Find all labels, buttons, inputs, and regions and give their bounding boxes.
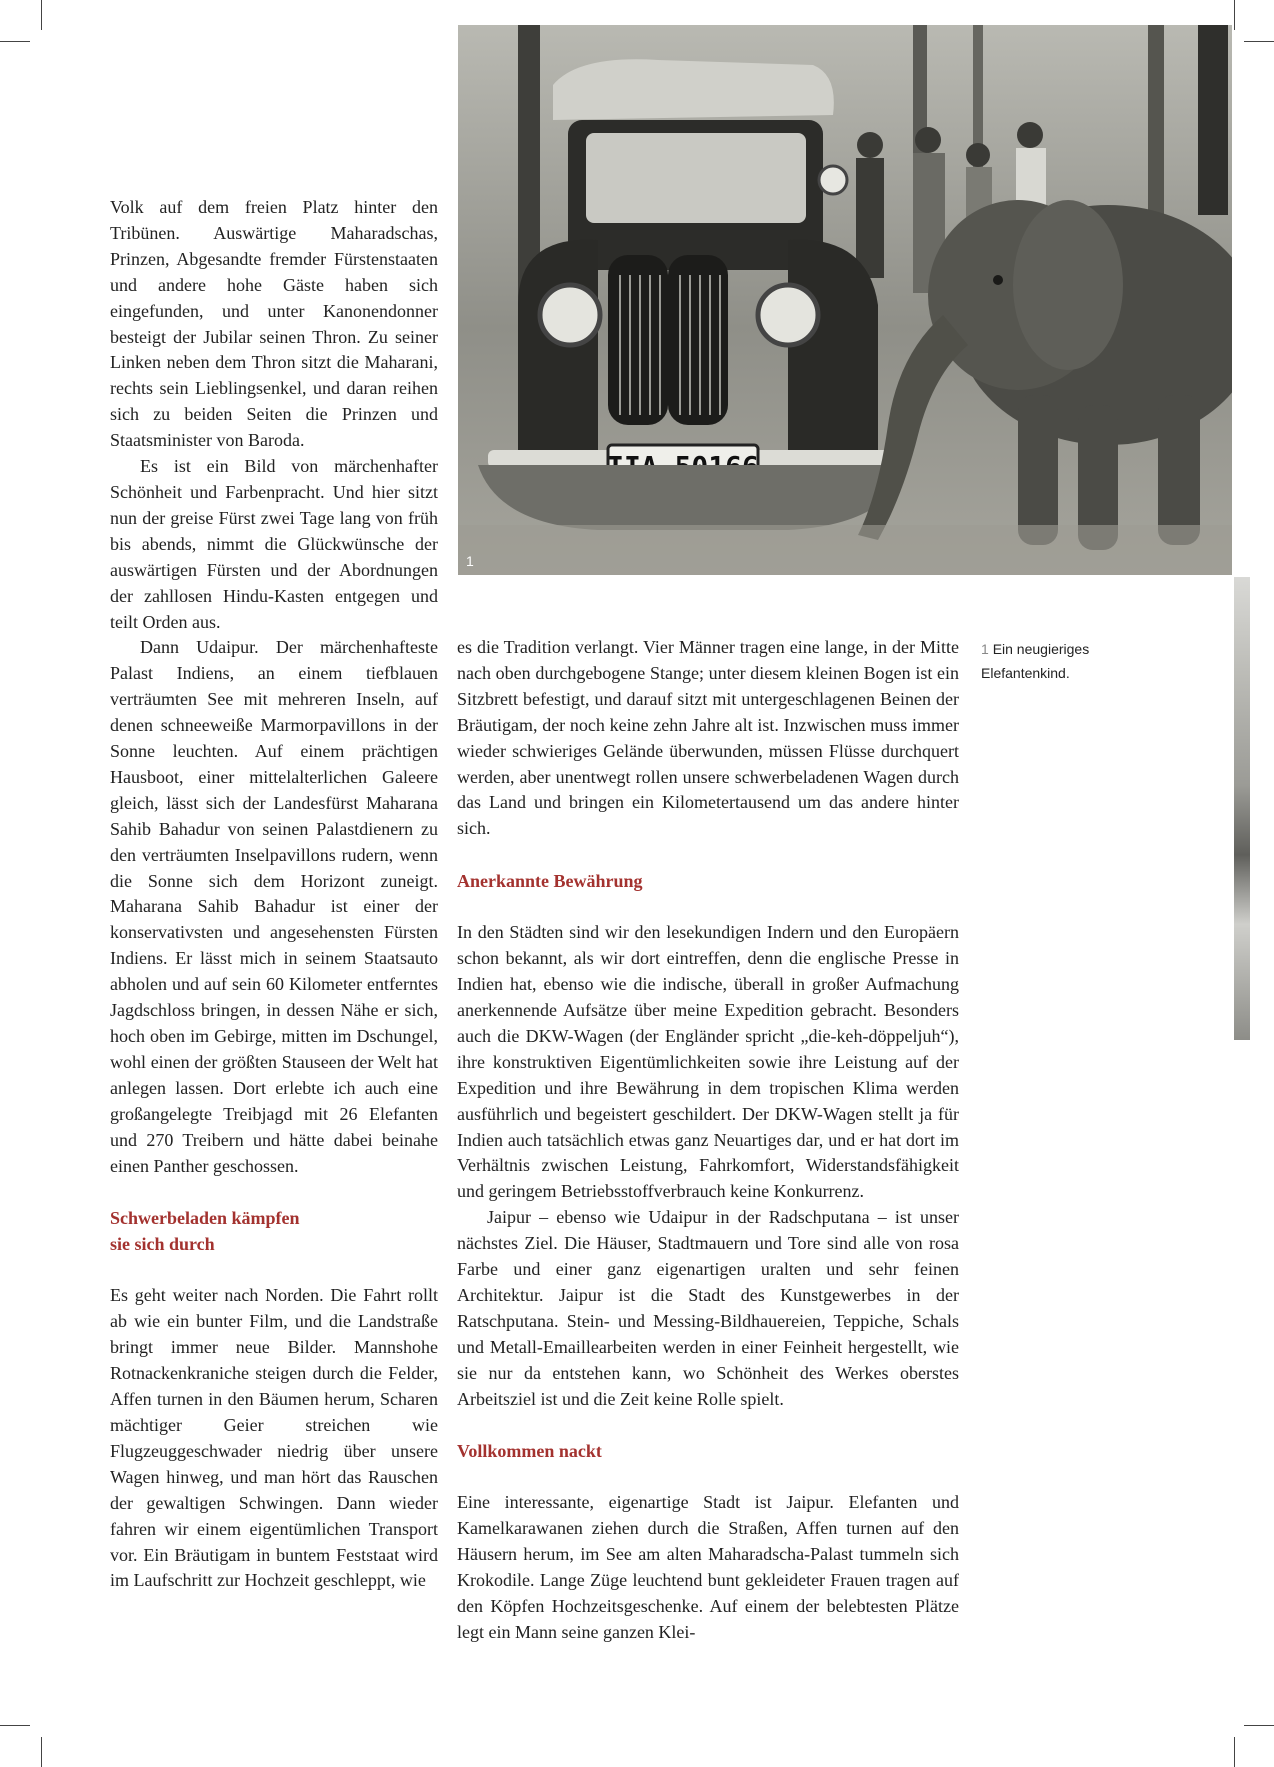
section-heading: Anerkannte Bewährung bbox=[457, 871, 643, 892]
tree-trunk bbox=[1198, 25, 1228, 215]
adjacent-photo-edge bbox=[1234, 577, 1250, 1040]
photo-illustration bbox=[458, 25, 1232, 575]
photo-caption bbox=[981, 637, 1121, 685]
caption-text: Ein neugieriges Elefantenkind. bbox=[981, 641, 1090, 681]
crop-mark bbox=[1234, 0, 1235, 30]
photo-number: 1 bbox=[466, 553, 474, 569]
crop-mark bbox=[0, 1725, 30, 1726]
section-heading: Vollkommen nackt bbox=[457, 1441, 602, 1462]
paragraph: Es geht weiter nach Norden. Die Fahrt rollt ab wie ein bunter Film, und die Landstraße bringt immer neue Bilder. Mannshohe Rotnackenkraniche steigen durch die Felder, Affen turnen in den Bäumen herum, Scharen mächtiger Geier streichen wie Flugzeuggeschwader niedrig über unsere Wagen hinweg, und man hört das Rauschen der gewaltigen Schwingen. Dann wieder fahren wir einem eigentümlichen Transport vor. Ein Bräutigam in buntem Feststaat wird im Laufschritt zur Hochzeit geschleppt, wie bbox=[110, 1285, 438, 1591]
paragraph: Es ist ein Bild von märchenhafter Schönheit und Farbenpracht. Und hier sitzt nun der greise Fürst zwei Tage lang von früh bis abends, nimmt die Glückwünsche der auswärtigen Fürsten und der Abordnungen der zahllosen Hindu-Kasten entgegen und teilt Orden aus. bbox=[110, 456, 438, 632]
crop-mark bbox=[41, 0, 42, 30]
crop-mark bbox=[1234, 1737, 1235, 1767]
paragraph: Eine interessante, eigenartige Stadt ist Jaipur. Elefanten und Kamelkarawanen ziehen durch die Straßen, Affen turnen auf den Häusern herum, im See am alten Maharadscha-Palast tummeln sich Krokodile. Lange Züge leuchtend bunt gekleideter Frauen tragen auf den Köpfen Hochzeitsgeschenke. Auf einem der belebtesten Plätze legt ein Mann seine ganzen Klei- bbox=[457, 1492, 959, 1642]
paragraph: Jaipur – ebenso wie Udaipur in der Radschputana – ist unser nächstes Ziel. Die Häuser, Stadtmauern und Tore sind alle von rosa Farbe und einer ganz eigenartigen uralten und sehr feinen Architektur. Jaipur ist die Stadt des Kunstgewerbes in der Ratschputana. Stein- und Messing-Bildhauereien, Teppiche, Schals und Metall-Emaillearbeiten werden in einer Feinheit hergestellt, wie sie nur da entstehen kann, wo Schönheit des Werkes oberstes Arbeitsziel ist und die Zeit keine Rolle spielt. bbox=[457, 1207, 959, 1409]
text-column-left bbox=[110, 195, 438, 1594]
crop-mark bbox=[41, 1737, 42, 1767]
crop-mark bbox=[1244, 1725, 1274, 1726]
paragraph: In den Städten sind wir den lesekundigen Indern und den Europäern schon bekannt, als wir dort eintreffen, denn die englische Presse in Indien hat, ebenso wie die indische, überall in großer Aufmachung anerkennende Aufsätze über meine Expedition gebracht. Besonders auch die DKW-Wagen (der Engländer spricht „die-keh-döppeljuh“), ihre konstruktiven Eigentümlichkeiten sowie ihre Leistung auf der Expedition und ihre Bewährung in dem tropischen Klima werden ausführlich und begeistert geschildert. Der DKW-Wagen stellt ja für Indien auch tatsächlich etwas ganz Neuartiges dar, und er hat dort im Verhältnis zwischen Leistung, Fahrkomfort, Widerstandsfähigkeit und geringem Betriebsstoffverbrauch keine Konkurrenz. bbox=[457, 922, 959, 1202]
photo-car-elephant bbox=[458, 25, 1232, 575]
heading-line: sie sich durch bbox=[110, 1234, 215, 1255]
section-heading bbox=[110, 1205, 438, 1257]
caption-number: 1 bbox=[981, 641, 989, 657]
text-column-middle bbox=[457, 635, 959, 1646]
paragraph: Volk auf dem freien Platz hinter den Tribünen. Auswärtige Maharadschas, Prinzen, Abgesandte fremder Fürstenstaaten und andere hohe Gäste haben sich eingefunden, und unter Kanonendonner besteigt der Jubilar seinen Thron. Zu seiner Linken neben dem Thron sitzt die Maharani, rechts sein Lieblingsenkel, und daran reihen sich zu beiden Seiten die Prinzen und Staatsminister von Baroda. bbox=[110, 197, 438, 451]
crop-mark bbox=[1244, 41, 1274, 42]
paragraph: es die Tradition verlangt. Vier Männer tragen eine lange, in der Mitte nach oben durchgebogene Stange; unter diesem kleinen Bogen ist ein Sitzbrett befestigt, und darauf sitzt mit untergeschlagenen Beinen der Bräutigam, der noch keine zehn Jahre alt ist. Inzwischen muss immer wieder schwieriges Gelände überwunden, müssen Flüsse durchquert werden, aber unentwegt rollen unsere schwerbeladenen Wagen durch das Land und bringen ein Kilometertausend um das andere hinter sich. bbox=[457, 637, 959, 839]
paragraph: Dann Udaipur. Der märchenhafteste Palast Indiens, an einem tiefblauen verträumten See mit mehreren Inseln, auf denen schneeweiße Marmorpavillons in der Sonne leuchten. Auf einem prächtigen Hausboot, einer mittelalterlichen Galeere gleich, lässt sich der Landesfürst Maharana Sahib Bahadur von seinen Palastdienern zu den verträumten Inselpavillons rudern, wenn die Sonne sich dem Horizont zuneigt. Maharana Sahib Bahadur ist einer der konservativsten und angesehensten Fürsten Indiens. Er lässt mich in seinem Staatsauto abholen und auf sein 60 Kilometer entferntes Jagdschloss bringen, in dessen Nähe er sich, hoch oben im Gebirge, mitten im Dschungel, wohl einen der größten Stauseen der Welt hat anlegen lassen. Dort erlebte ich auch eine großangelegte Treibjagd mit 26 Elefanten und 270 Treibern und hätte dabei beinahe einen Panther geschossen. bbox=[110, 637, 438, 1176]
crop-mark bbox=[0, 41, 30, 42]
heading-line: Schwerbeladen kämpfen bbox=[110, 1208, 300, 1229]
